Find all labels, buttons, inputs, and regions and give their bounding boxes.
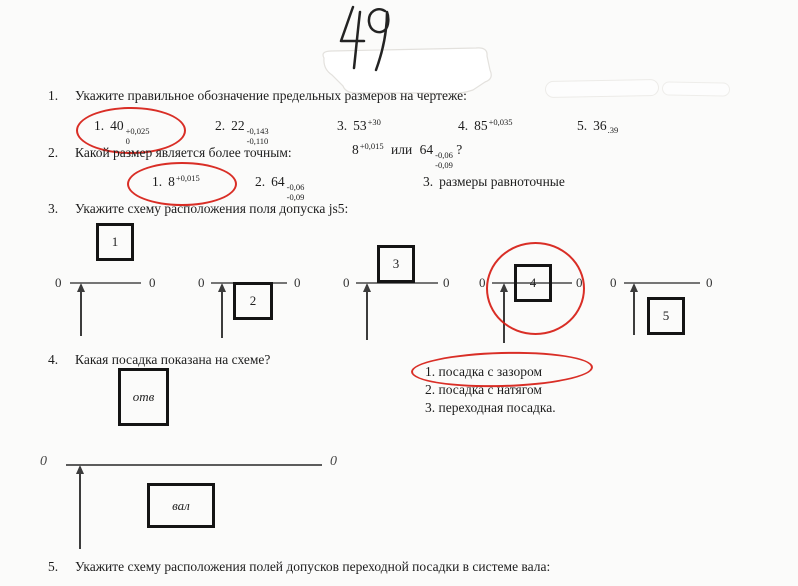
dimension-value: $36_{.39}$: [593, 118, 619, 135]
dimension-value: 64 -0,06 -0,09: [271, 174, 305, 202]
dimension-value: 64 -0,06 -0,09: [419, 142, 453, 170]
datum-arrow-icon: [221, 285, 223, 338]
tolerance-box: [377, 245, 415, 283]
option-text: размеры равноточные: [439, 174, 565, 189]
option-number: 1.: [152, 174, 163, 189]
question-1-header: [48, 88, 467, 104]
zero-label-left: 0: [198, 275, 205, 290]
question-mark: ?: [456, 142, 463, 157]
option-number: 2.: [425, 382, 436, 397]
zero-label-right: 0: [149, 275, 156, 290]
zero-line: [66, 464, 322, 466]
question-4-header: [48, 352, 270, 368]
q4-option-3: [425, 400, 556, 416]
question-text: Укажите правильное обозначение предельных размеров на чертеже:: [75, 88, 467, 103]
zero-label-left: 0: [479, 275, 486, 290]
shaft-box: [147, 483, 215, 528]
zero-label-left: 0: [40, 454, 47, 469]
q1-option-3: [337, 118, 381, 134]
hole-box-label: отв: [132, 389, 155, 404]
dimension-value: 40 +0,025 0: [110, 118, 150, 146]
question-number: 3.: [48, 201, 59, 216]
datum-arrow-icon: [80, 285, 82, 336]
datum-arrow-icon: [366, 285, 368, 340]
option-number: 5.: [577, 118, 588, 133]
question-5-header: [48, 559, 550, 575]
question-number: 4.: [48, 352, 59, 367]
zero-label-left: 0: [343, 275, 350, 290]
tolerance-box-label: 1: [111, 234, 119, 249]
question-number: 5.: [48, 559, 59, 574]
tolerance-box: [647, 297, 685, 335]
question-2-header: [48, 145, 292, 161]
datum-arrow-icon: [79, 467, 81, 549]
whiteout-smudge: [662, 81, 730, 96]
whiteout-smudge: [545, 79, 659, 98]
tolerance-scheme-3: [341, 218, 451, 343]
q1-option-5: [577, 118, 618, 134]
question-3-header: [48, 201, 348, 217]
dimension-value: $85^{+0,035}$: [474, 117, 513, 133]
zero-label-right: 0: [330, 454, 337, 469]
question-text: Укажите схему расположения поля допуска js5:: [75, 201, 349, 216]
option-number: 3.: [337, 118, 348, 133]
question-text: Какая посадка показана на схеме?: [75, 352, 271, 367]
zero-label-left: 0: [610, 275, 617, 290]
formula-connector: или: [391, 142, 413, 157]
q1-option-2: [215, 118, 269, 146]
q1-option-4: [458, 118, 513, 134]
tolerance-box-label: 2: [249, 293, 257, 308]
question-number: 1.: [48, 88, 59, 103]
option-number: 2.: [215, 118, 226, 133]
tolerance-box-label: 4: [529, 275, 537, 290]
q2-option-3: [423, 174, 565, 190]
option-text: переходная посадка.: [438, 400, 556, 415]
datum-arrow-icon: [633, 285, 635, 335]
zero-label-right: 0: [706, 275, 713, 290]
handwritten-page-number: [336, 4, 392, 74]
tolerance-box: [233, 282, 273, 320]
question-text: Укажите схему расположения полей допусков переходной посадки в системе вала:: [75, 559, 551, 574]
tolerance-box: [96, 223, 134, 261]
zero-label-right: 0: [576, 275, 583, 290]
q2-option-2: [255, 174, 304, 202]
red-circle-annotation: [486, 242, 585, 335]
option-number: 1.: [94, 118, 105, 133]
option-number: 2.: [255, 174, 266, 189]
option-text: посадка с зазором: [438, 364, 543, 379]
option-number: 3.: [425, 400, 436, 415]
option-number: 1.: [425, 364, 436, 379]
option-number: 4.: [458, 118, 469, 133]
tolerance-scheme-1: [54, 218, 160, 343]
hole-box: [118, 368, 169, 426]
question-text: Какой размер является более точным:: [75, 145, 292, 160]
tolerance-scheme-2: [196, 218, 306, 343]
option-number: 3.: [423, 174, 434, 189]
tolerance-scheme-5: [608, 218, 718, 343]
tolerance-box-label: 3: [392, 256, 400, 271]
option-text: посадка с натягом: [438, 382, 542, 397]
dimension-value: $8^{+0,015}$: [352, 141, 384, 157]
zero-label-right: 0: [294, 275, 301, 290]
dimension-value: $8^{+0,015}$: [168, 173, 200, 189]
dimension-value: $53^{+30}$: [353, 117, 381, 133]
red-circle-annotation: [127, 162, 237, 206]
shaft-box-label: вал: [172, 497, 190, 513]
red-circle-annotation: [411, 350, 594, 390]
zero-label-right: 0: [443, 275, 450, 290]
q2-formula: [352, 142, 462, 170]
dimension-value: 22 -0,143 -0,110: [231, 118, 269, 146]
zero-label-left: 0: [55, 275, 62, 290]
question-number: 2.: [48, 145, 59, 160]
tolerance-box-label: 5: [662, 308, 670, 323]
